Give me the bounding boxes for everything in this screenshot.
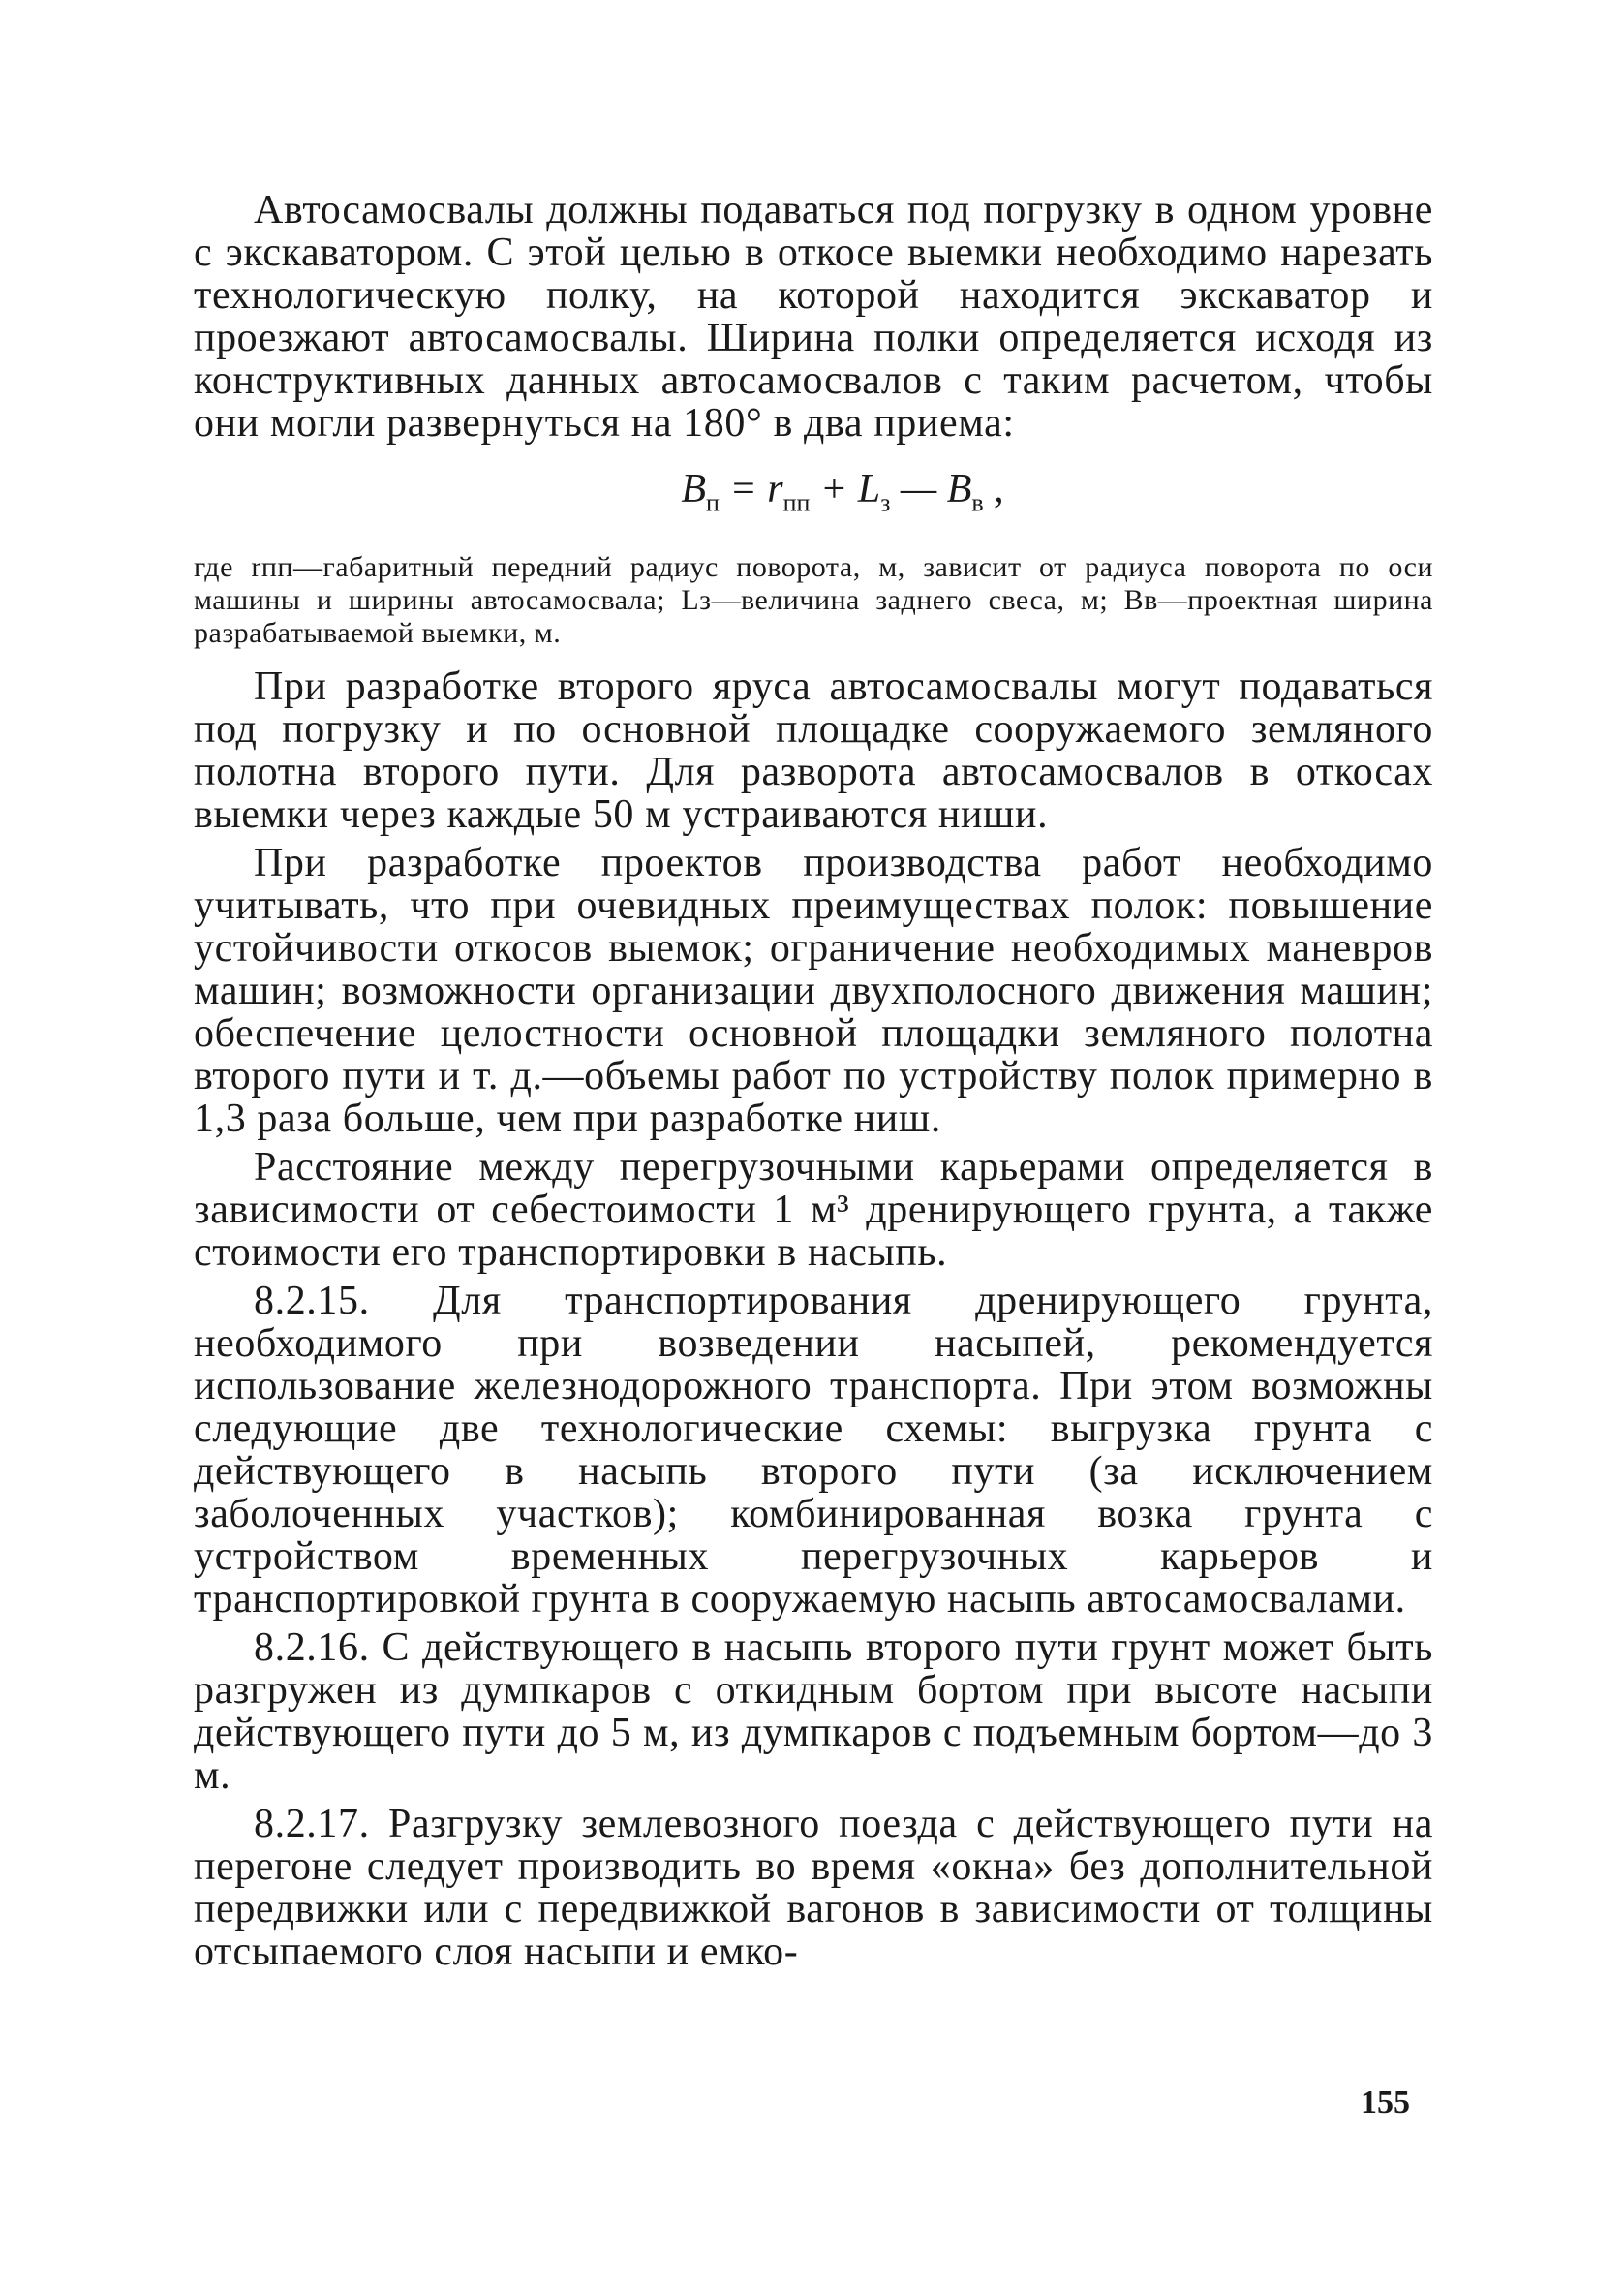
- formula-lhs: B: [681, 467, 706, 511]
- paragraph-8-2-17: 8.2.17. Разгрузку землевозного поезда с действующего пути на перегоне следует производить во время «окна» без дополнительной передвижки или с передвижкой вагонов в зависимости от толщины отсыпаемого слоя насыпи и емко-: [194, 1802, 1433, 1975]
- paragraph-quarry-distance: Расстояние между перегрузочными карьерами определяется в зависимости от себестоимости 1 м³ дренирующего грунта, а также стоимости его транспортировки в насыпь.: [194, 1145, 1433, 1276]
- paragraph-project-planning: При разработке проектов производства работ необходимо учитывать, что при очевидных преимуществах полок: повышение устойчивости откосов выемок; ограничение необходимых маневров машин; возможности организации двухполосного движения машин; обеспечение целостности основной площадки земляного полотна второго пути и т. д.—объемы работ по устройству полок примерно в 1,3 раза больше, чем при разработке ниш.: [194, 841, 1433, 1142]
- formula-lhs-sub: п: [705, 488, 720, 517]
- formula-minus: — B: [890, 467, 972, 511]
- formula-legend: где rпп—габаритный передний радиус поворота, м, зависит от радиуса поворота по оси машины и ширины автосамосвала; Lз—величина заднего свеса, м; Bв—проектная ширина разрабатываемой выемки, м.: [194, 551, 1433, 650]
- page-body: [194, 189, 1433, 1979]
- formula-plus: + L: [810, 467, 881, 511]
- formula-tail: ,: [983, 467, 1004, 511]
- formula-l-sub: з: [880, 488, 891, 517]
- page-number: 155: [1361, 2085, 1410, 2120]
- formula-b-sub: в: [971, 488, 984, 517]
- paragraph-second-tier: При разработке второго яруса автосамосвалы могут подаваться под погрузку и по основной площадке сооружаемого земляного полотна второго пути. Для разворота автосамосвалов в откосах выемки через каждые 50 м устраиваются ниши.: [194, 665, 1433, 838]
- formula-eq: = r: [719, 467, 783, 511]
- formula-r-sub: пп: [782, 488, 811, 517]
- paragraph-shelf-width: Автосамосвалы должны подаваться под погрузку в одном уровне с экскаватором. С этой целью в откосе выемки необходимо нарезать технологическую полку, на которой находится экскаватор и проезжают автосамосвалы. Ширина полки определяется исходя из конструктивных данных автосамосвалов с таким расчетом, чтобы они могли развернуться на 180° в два приема:: [194, 188, 1433, 446]
- paragraph-8-2-15: 8.2.15. Для транспортирования дренирующего грунта, необходимого при возведении насыпей, рекомендуется использование железнодорожного транспорта. При этом возможны следующие две технологические схемы: выгрузка грунта с действующего в насыпь второго пути (за исключением заболоченных участков); комбинированная возка грунта с устройством временных перегрузочных карьеров и транспортировкой грунта в сооружаемую насыпь автосамосвалами.: [194, 1279, 1433, 1623]
- paragraph-8-2-16: 8.2.16. С действующего в насыпь второго пути грунт может быть разгружен из думпкаров с откидным бортом при высоте насыпи действующего пути до 5 м, из думпкаров с подъемным бортом—до 3 м.: [194, 1625, 1433, 1799]
- formula-shelf-width: [194, 466, 1433, 526]
